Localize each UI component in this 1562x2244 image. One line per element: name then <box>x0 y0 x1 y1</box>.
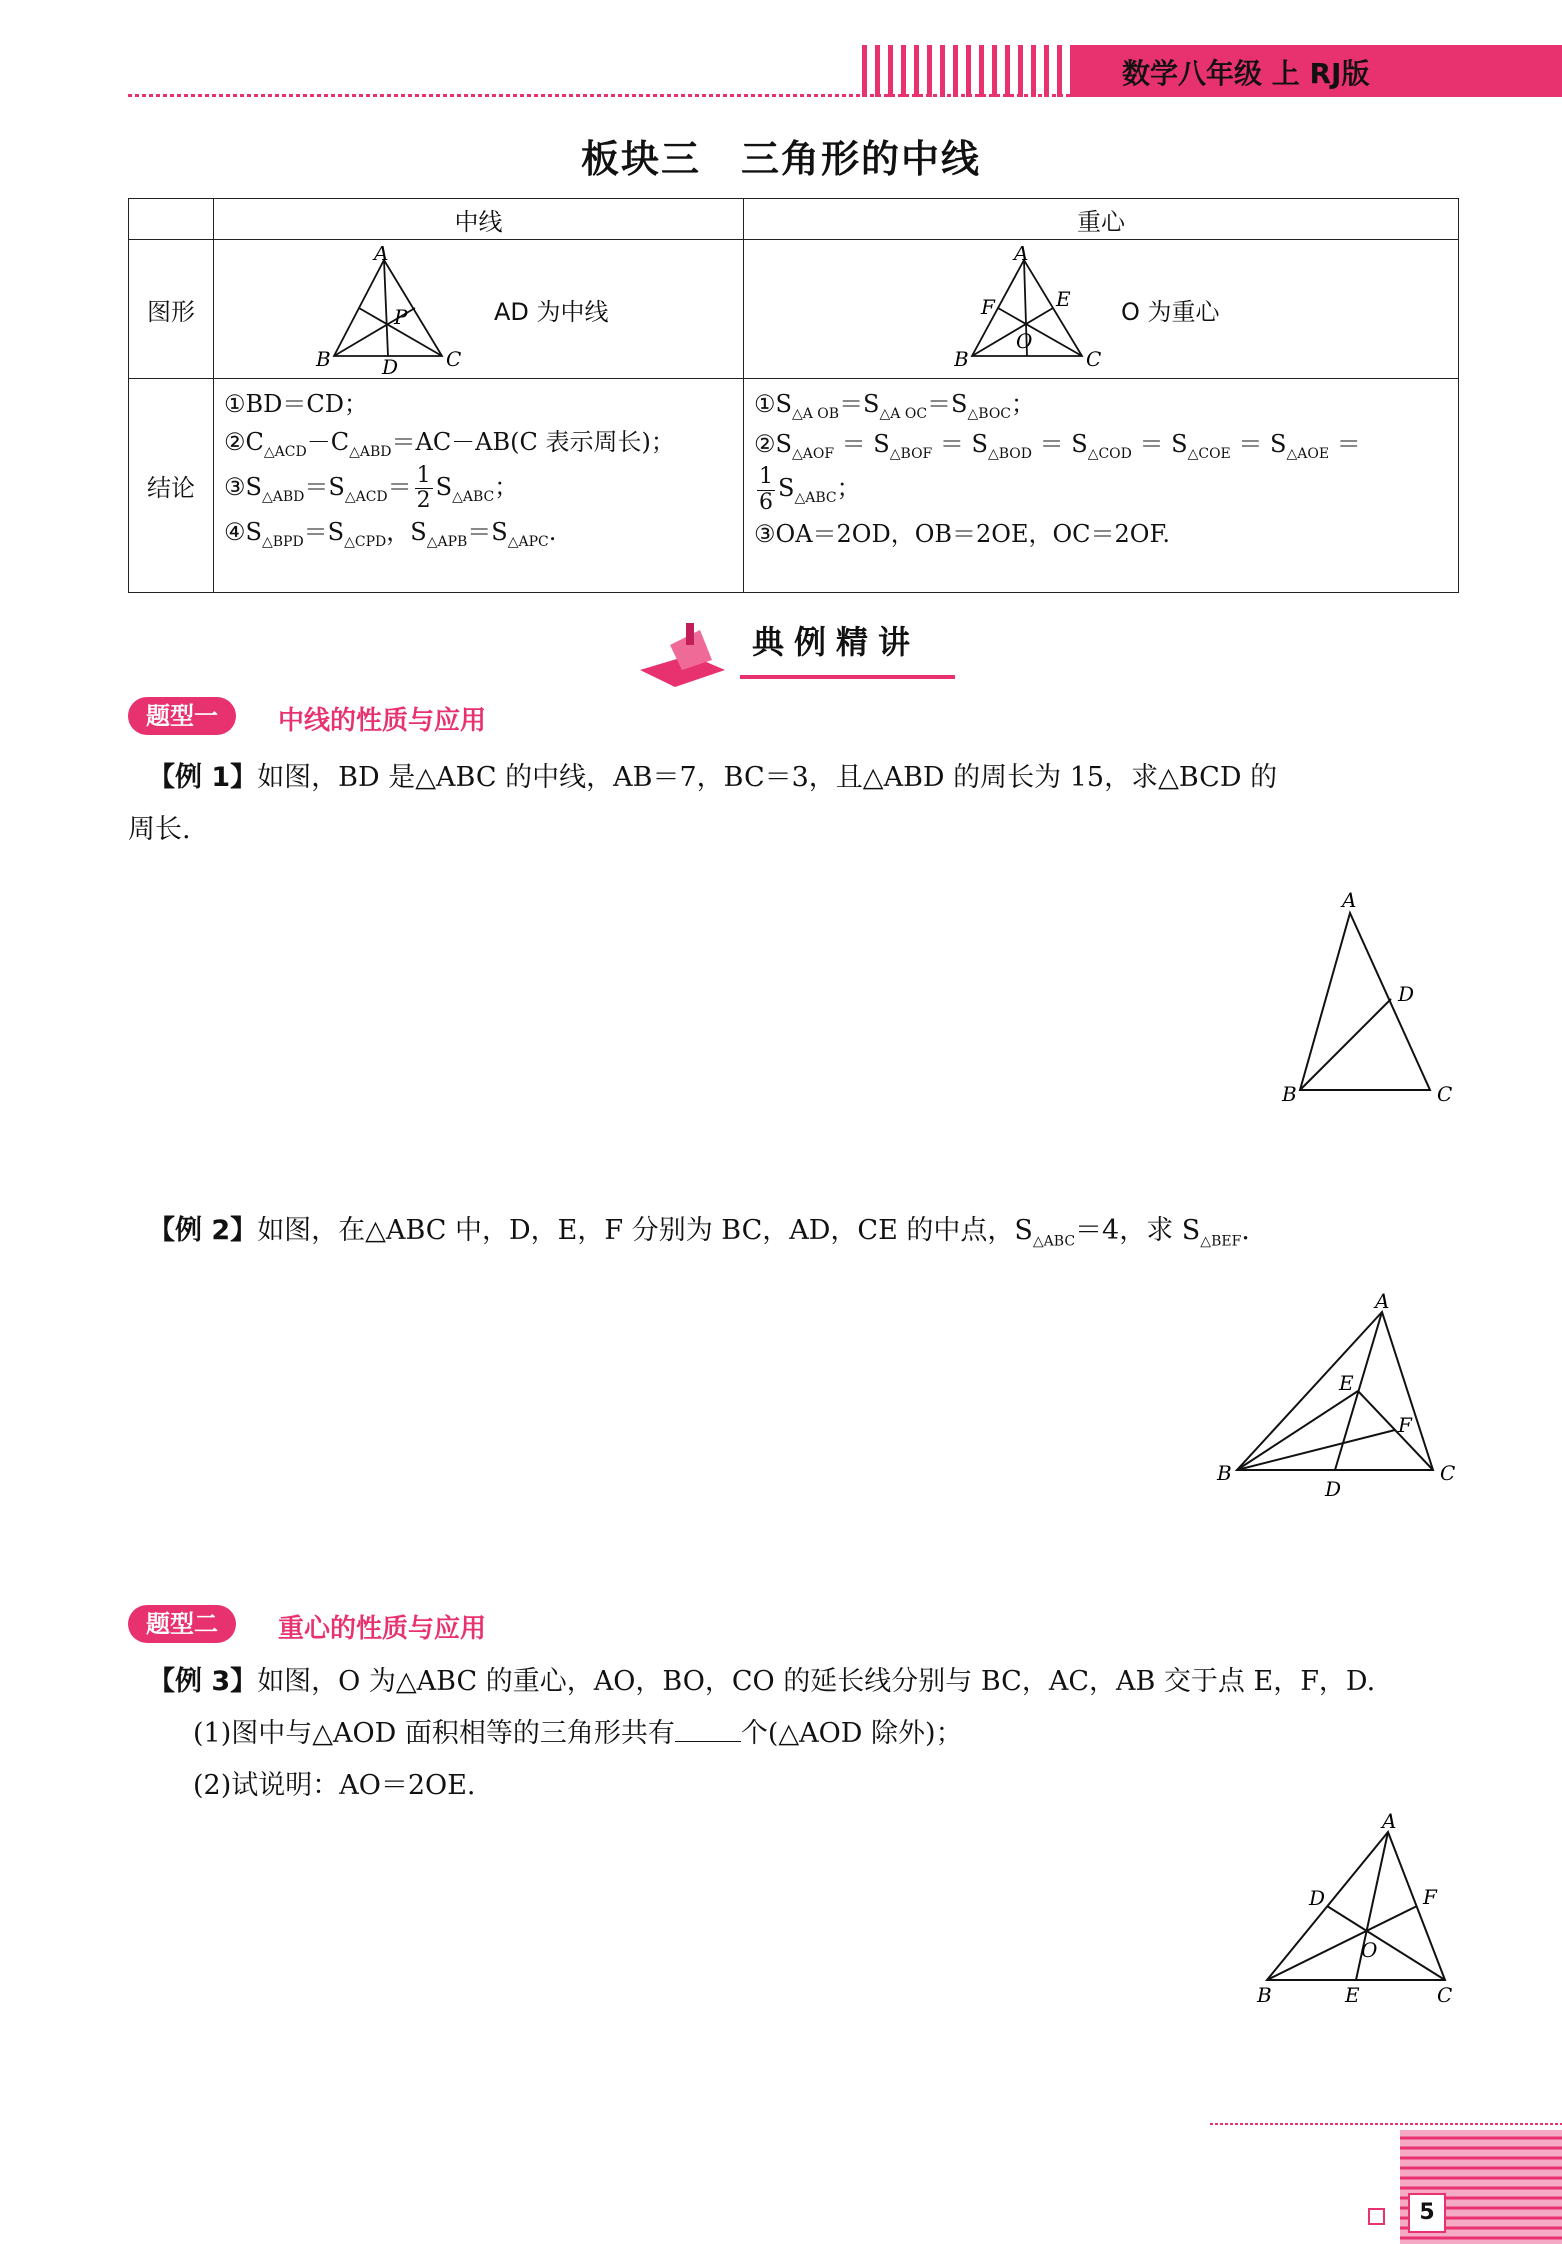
label-A: A <box>1014 246 1029 265</box>
example3-figure <box>1245 1810 1475 2010</box>
fraction-one-sixth: $\frac{1}{6}$ <box>759 464 773 515</box>
centroid-conclusion-3: ③OA＝2OD，OB＝2OE，OC＝2OF. <box>754 519 1171 548</box>
type2-title: 重心的性质与应用 <box>278 1614 487 1644</box>
label-B: B <box>1257 1983 1272 2007</box>
example1-figure <box>1270 885 1470 1110</box>
label-A: A <box>1342 888 1357 912</box>
answer-blank[interactable] <box>675 1719 741 1742</box>
example1-line2: 周长. <box>128 814 191 845</box>
label-B: B <box>954 347 969 371</box>
label-C: C <box>1437 1983 1453 2007</box>
label-F: F <box>1398 1413 1412 1437</box>
label-D: D <box>1398 982 1415 1006</box>
column-header-median: 中线 <box>214 199 744 240</box>
centroid-figure-cell <box>744 240 1459 379</box>
label-C: C <box>1086 347 1102 371</box>
median-triangle-figure <box>314 246 474 374</box>
median-caption: AD 为中线 <box>494 298 609 326</box>
label-A: A <box>1375 1290 1390 1313</box>
row-header-figure: 图形 <box>129 240 214 379</box>
label-D: D <box>1325 1477 1342 1501</box>
centroid-conclusion-1: $①S_{\triangle A OB}=S_{\triangle A OC}=S_{\triangle BOC}$； <box>754 390 1036 422</box>
label-B: B <box>1282 1082 1297 1106</box>
row-header-conclusion: 结论 <box>129 379 214 593</box>
banner-title: 典例精讲 <box>752 623 921 661</box>
label-B: B <box>1217 1461 1232 1485</box>
median-conclusion-2: $②C_{\triangle ACD}-C_{\triangle ABD}=AC-AB(C$ 表示周长)； <box>224 428 675 461</box>
median-conclusion-1: ①BD＝CD； <box>224 390 368 418</box>
label-C: C <box>1440 1461 1456 1485</box>
label-O: O <box>1361 1938 1378 1962</box>
centroid-conclusion-2b: $\frac{1}{6}$ $S_{\triangle ABC}$； <box>759 464 861 515</box>
table-corner <box>129 199 214 240</box>
concept-table <box>128 198 1459 593</box>
section-title: 板块三 三角形的中线 <box>580 136 981 181</box>
label-O: O <box>1016 329 1033 353</box>
type1-title: 中线的性质与应用 <box>278 706 487 736</box>
table-row-figure <box>129 240 1459 379</box>
label-F: F <box>1423 1885 1437 1909</box>
type1-badge: 题型一 <box>128 697 236 735</box>
median-conclusion-3: $③S_{\triangle ABD}=S_{\triangle ACD}=$ $\frac{1}{2}$ $S_{\triangle ABC}$； <box>224 462 519 513</box>
footer-square <box>1368 2208 1385 2225</box>
example3-question1: (1)图中与△AOD 面积相等的三角形共有 个(△AOD 除外)； <box>193 1718 963 1749</box>
label-C: C <box>1437 1082 1453 1106</box>
label-C: C <box>446 347 462 371</box>
label-A: A <box>374 246 389 265</box>
label-P: P <box>394 305 408 329</box>
header-divider <box>128 93 1562 98</box>
centroid-caption: O 为重心 <box>1121 298 1220 326</box>
column-header-centroid: 重心 <box>744 199 1459 240</box>
centroid-conclusions <box>744 379 1459 593</box>
centroid-conclusion-2: $②S_{\triangle AOF} = S_{\triangle BOF} = S_{\triangle BOD} = S_{\triangle COD} = S_{\triangle COE} = S_{\triangle AOE}$ ＝ <box>754 430 1361 462</box>
label-E: E <box>1056 287 1071 311</box>
header-stripes-decoration <box>862 45 1082 97</box>
median-conclusions <box>214 379 744 593</box>
example1-line1: 【例 1】如图，BD 是△ABC 的中线，AB＝7，BC＝3，且△ABD 的周长为 15，求△BCD 的 <box>148 762 1278 793</box>
example3-question2: (2)试说明：AO＝2OE. <box>193 1770 476 1801</box>
page-number: 5 <box>1408 2193 1446 2233</box>
median-figure-cell <box>214 240 744 379</box>
example3-line1: 【例 3】如图，O 为△ABC 的重心，AO，BO，CO 的延长线分别与 BC，AC，AB 交于点 E，F，D. <box>148 1666 1376 1697</box>
table-header-row <box>129 199 1459 240</box>
book-label: 数学八年级 上 RJ版 <box>1122 57 1370 90</box>
footer-decoration <box>1210 2120 1562 2244</box>
label-D: D <box>1309 1886 1326 1910</box>
median-conclusion-4: $④S_{\triangle BPD}=S_{\triangle CPD}$，$S_{\triangle APB}=S_{\triangle APC}$. <box>224 517 557 550</box>
table-row-conclusion <box>129 379 1459 593</box>
label-E: E <box>1345 1983 1360 2007</box>
label-E: E <box>1339 1371 1354 1395</box>
label-A: A <box>1382 1810 1397 1833</box>
type2-badge: 题型二 <box>128 1605 236 1643</box>
label-B: B <box>316 347 331 371</box>
example2-text: 【例 2】如图，在△ABC 中，D，E，F 分别为 BC，AD，CE 的中点，$S_{\triangle ABC}=4$，求 $S_{\triangle BEF}$. <box>148 1215 1250 1250</box>
label-F: F <box>981 295 995 319</box>
cap-icon <box>640 623 725 687</box>
fraction-one-half: $\frac{1}{2}$ <box>416 462 431 513</box>
centroid-triangle-figure <box>954 246 1104 374</box>
label-D: D <box>382 355 399 374</box>
example2-figure <box>1205 1290 1475 1505</box>
